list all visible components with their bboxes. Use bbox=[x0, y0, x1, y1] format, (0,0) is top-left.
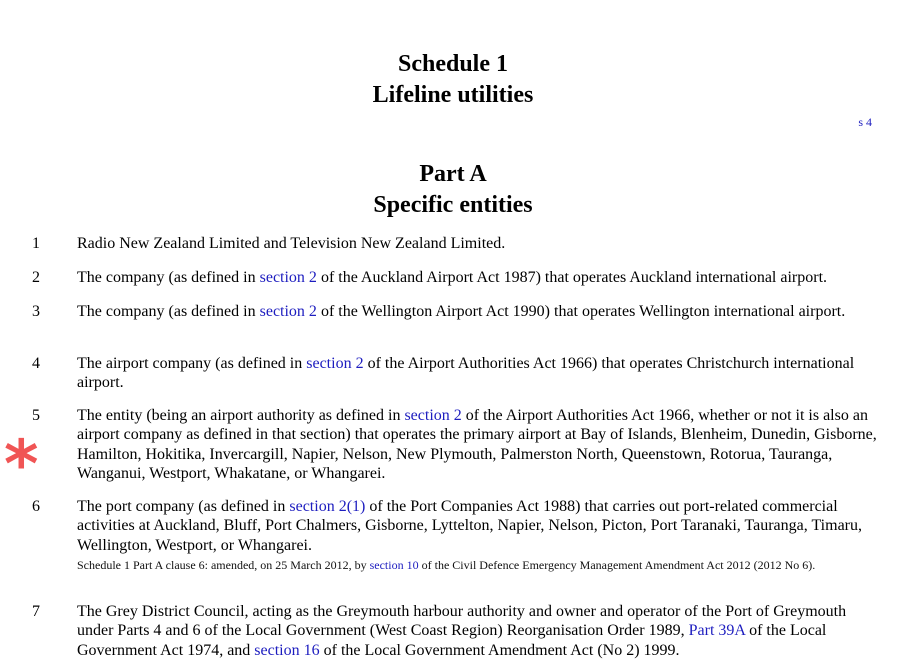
schedule-title: Lifeline utilities bbox=[372, 82, 534, 108]
part-link[interactable]: Part 39A bbox=[688, 622, 746, 640]
item-text: The company (as defined in section 2 of the Wellington Airport Act 1990) that operates Wellington international airport. bbox=[77, 303, 846, 320]
item-number: 3 bbox=[32, 303, 40, 320]
item-text: Radio New Zealand Limited and Television New Zealand Limited. bbox=[77, 235, 506, 252]
item-text: The port company (as defined in section 2(1) of the Port Companies Act 1988) that carries out port-related commercial activities at Auckland, Bluff, Port Chalmers, Gisborne, Lyttelton, Napier, Nelson, Picton, Port Taranaki, Tauranga, Timaru, Wellington, Westport, or Whangarei. bbox=[77, 498, 862, 554]
section-link[interactable]: section 2 bbox=[259, 303, 317, 320]
section-link[interactable]: section 16 bbox=[254, 641, 320, 659]
item-number: 6 bbox=[32, 498, 40, 515]
section-reference-link[interactable]: s 4 bbox=[858, 115, 872, 129]
amendment-note: Schedule 1 Part A clause 6: amended, on 25 March 2012, by section 10 of the Civil Defence Emergency Management Amendment Act 2012 (2012 No 6). bbox=[77, 558, 816, 572]
part-title: Specific entities bbox=[373, 192, 533, 218]
item-text: The entity (being an airport authority as defined in section 2 of the Airport Authorities Act 1966, whether or not it is also an airport company as defined in that section) that operates the primary airport at Bay of Islands, Blenheim, Dunedin, Gisborne, Hamilton, Hokitika, Invercargill, Napier, Nelson, New Plymouth, Palmerston North, Queenstown, Rotorua, Tauranga, Wanganui, Westport, Whakatane, or Whangarei. bbox=[77, 407, 877, 482]
part-number: Part A bbox=[419, 161, 487, 187]
section-link[interactable]: section 2 bbox=[306, 355, 364, 372]
schedule-heading bbox=[0, 49, 906, 111]
item-number: 5 bbox=[32, 407, 40, 424]
asterisk-marker: * bbox=[4, 426, 39, 503]
item-number: 2 bbox=[32, 269, 40, 286]
amendment-section-link[interactable]: section 10 bbox=[369, 558, 419, 572]
item-text: The company (as defined in section 2 of the Auckland Airport Act 1987) that operates Auckland international airport. bbox=[77, 269, 828, 286]
section-link[interactable]: section 2 bbox=[259, 269, 317, 286]
item-text: The airport company (as defined in section 2 of the Airport Authorities Act 1966) that operates Christchurch international airport. bbox=[77, 355, 855, 392]
schedule-number: Schedule 1 bbox=[397, 51, 508, 77]
section-link[interactable]: section 2(1) bbox=[289, 498, 366, 515]
item-number: 7 bbox=[32, 603, 40, 620]
item-number: 4 bbox=[32, 355, 40, 372]
part-heading bbox=[0, 159, 906, 221]
item-text: The Grey District Council, acting as the Greymouth harbour authority and owner and operator of the Port of Greymouth under Parts 4 and 6 of the Local Government (West Coast Region) Reorganisation Order 1989, Part 39A of the Local Government Act 1974, and section 16 of the Local Government Amendment Act (No 2) 1999. bbox=[77, 603, 847, 659]
item-number: 1 bbox=[32, 235, 40, 252]
section-link[interactable]: section 2 bbox=[404, 407, 462, 424]
